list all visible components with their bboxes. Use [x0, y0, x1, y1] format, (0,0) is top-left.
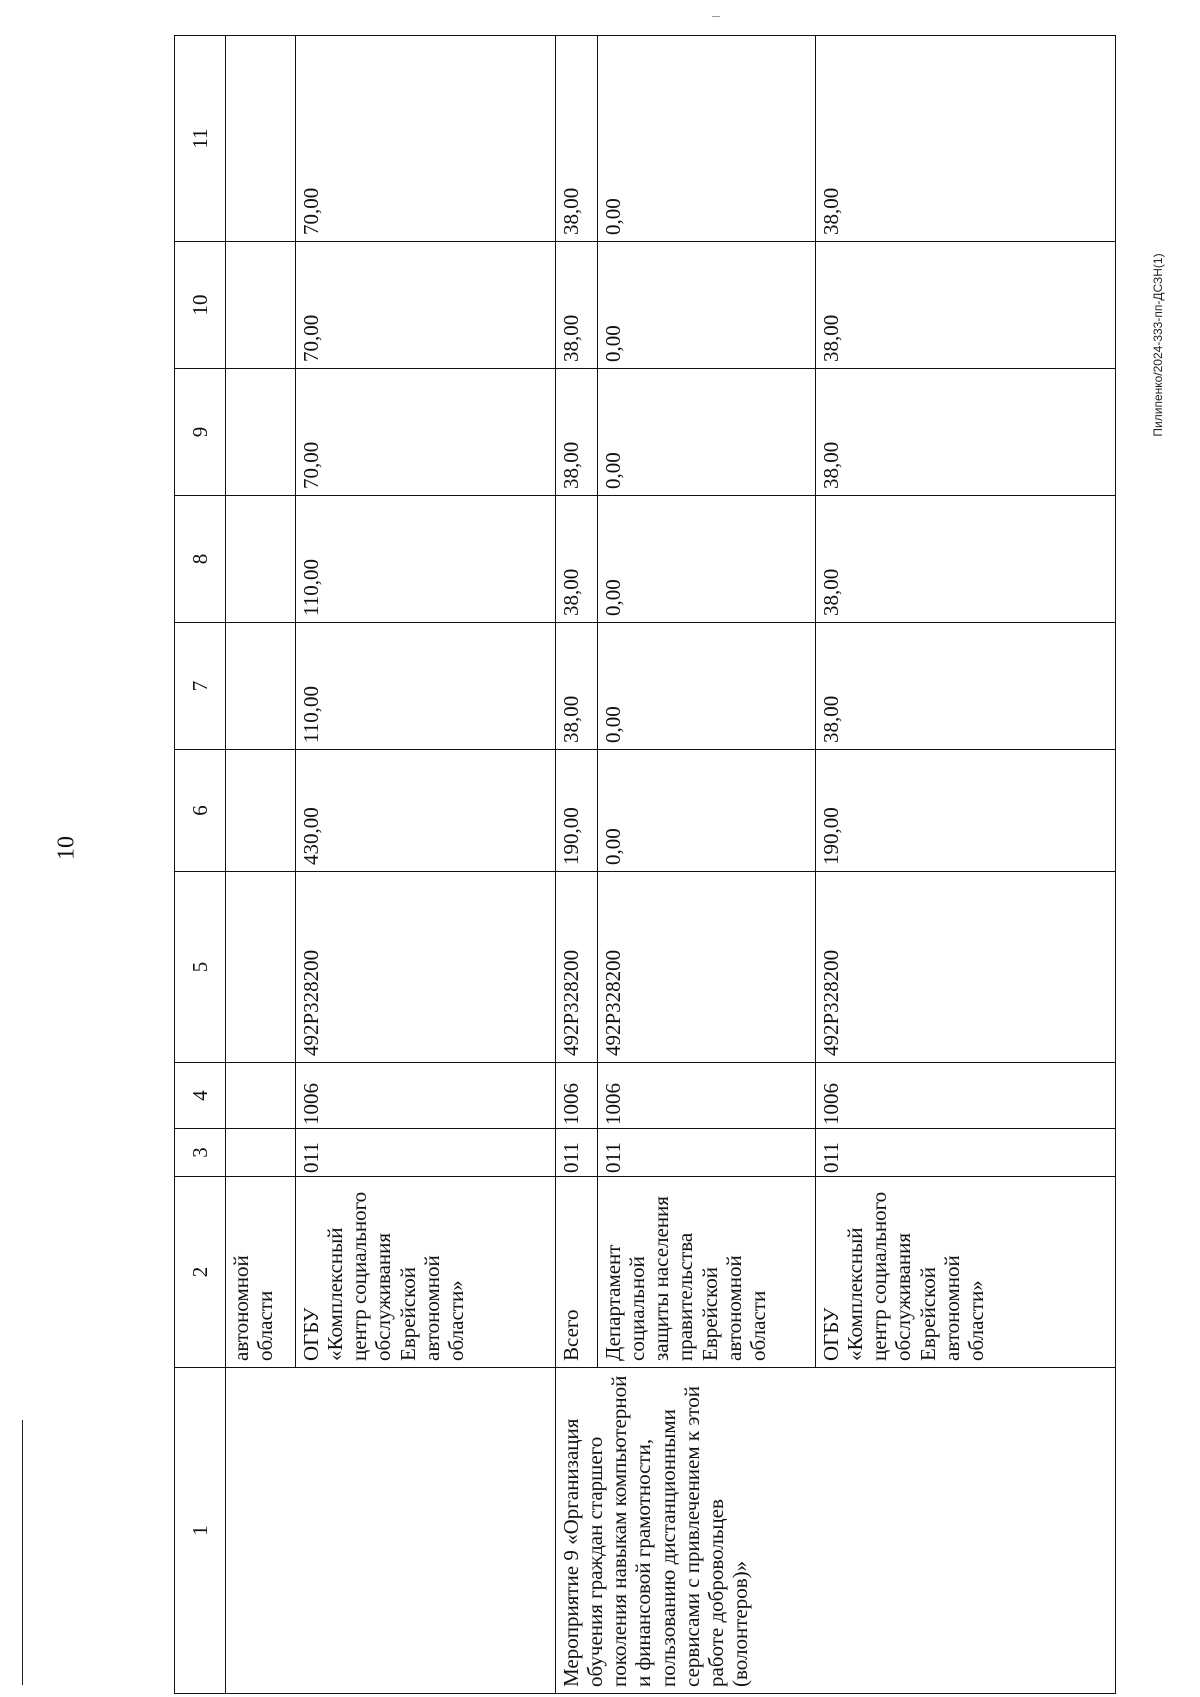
cell-year-10: 38,00 [556, 242, 598, 369]
cell-code-target: 492Р328200 [598, 872, 816, 1063]
cell-executor: автономной области [226, 1177, 296, 1368]
col-header-2: 2 [175, 1177, 226, 1368]
cell-executor: ОГБУ «Комплексный центр социального обслуживания Еврейской автономной области» [816, 1177, 1116, 1368]
cell-total: 190,00 [816, 750, 1116, 872]
cell-year-8: 38,00 [816, 496, 1116, 623]
cell-executor: ОГБУ «Комплексный центр социального обслуживания Еврейской автономной области» [296, 1177, 556, 1368]
cell-year-11 [226, 36, 296, 242]
cell-code-grbs [226, 1129, 296, 1177]
cell-year-10: 38,00 [816, 242, 1116, 369]
cell-year-7: 110,00 [296, 623, 556, 750]
cell-year-8: 0,00 [598, 496, 816, 623]
cell-year-10: 70,00 [296, 242, 556, 369]
col-header-8: 8 [175, 496, 226, 623]
cell-code-section: 1006 [816, 1063, 1116, 1129]
cell-year-9: 38,00 [816, 369, 1116, 496]
cell-year-7: 0,00 [598, 623, 816, 750]
cell-year-7: 38,00 [556, 623, 598, 750]
cell-year-11: 38,00 [816, 36, 1116, 242]
cell-measure-name: Мероприятие 9 «Организация обучения граждан старшего поколения навыкам компьютерной и финансовой грамотности, пользованию дистанционными сервисами с привлечением к этой работе добровольцев (волонтеров)» [556, 1368, 1116, 1694]
table-row [226, 36, 296, 1694]
cell-code-grbs: 011 [296, 1129, 556, 1177]
cell-code-section: 1006 [598, 1063, 816, 1129]
col-header-5: 5 [175, 872, 226, 1063]
cell-year-11: 70,00 [296, 36, 556, 242]
cell-total: 190,00 [556, 750, 598, 872]
cell-code-section: 1006 [296, 1063, 556, 1129]
col-header-6: 6 [175, 750, 226, 872]
page-number: 10 [53, 836, 80, 860]
cell-code-grbs: 011 [598, 1129, 816, 1177]
cell-code-grbs: 011 [816, 1129, 1116, 1177]
col-header-11: 11 [175, 36, 226, 242]
col-header-4: 4 [175, 1063, 226, 1129]
cell-year-11: 38,00 [556, 36, 598, 242]
table-row [556, 36, 598, 1694]
cell-code-target: 492Р328200 [296, 872, 556, 1063]
cell-total [226, 750, 296, 872]
col-header-10: 10 [175, 242, 226, 369]
header-row [175, 36, 226, 1694]
margin-line [22, 1420, 23, 1685]
cell-year-8: 38,00 [556, 496, 598, 623]
cell-measure-continued [226, 1368, 556, 1694]
cell-code-grbs: 011 [556, 1129, 598, 1177]
cell-code-section [226, 1063, 296, 1129]
col-header-7: 7 [175, 623, 226, 750]
cell-year-10: 0,00 [598, 242, 816, 369]
cell-year-9 [226, 369, 296, 496]
scan-speck [712, 16, 720, 17]
cell-year-9: 38,00 [556, 369, 598, 496]
cell-total: 430,00 [296, 750, 556, 872]
col-header-3: 3 [175, 1129, 226, 1177]
cell-executor: Департамент социальной защиты населения правительства Еврейской автономной области [598, 1177, 816, 1368]
cell-code-target [226, 872, 296, 1063]
cell-code-section: 1006 [556, 1063, 598, 1129]
budget-table-container [174, 36, 1116, 1694]
budget-table [174, 35, 1116, 1694]
cell-executor: Всего [556, 1177, 598, 1368]
document-id: Пилипенко/2024-333-пп-ДСЗН(1) [1151, 253, 1165, 437]
cell-year-8: 110,00 [296, 496, 556, 623]
cell-year-7 [226, 623, 296, 750]
cell-year-9: 0,00 [598, 369, 816, 496]
cell-year-11: 0,00 [598, 36, 816, 242]
cell-year-10 [226, 242, 296, 369]
col-header-1: 1 [175, 1368, 226, 1694]
col-header-9: 9 [175, 369, 226, 496]
cell-total: 0,00 [598, 750, 816, 872]
cell-year-7: 38,00 [816, 623, 1116, 750]
cell-code-target: 492Р328200 [556, 872, 598, 1063]
cell-code-target: 492Р328200 [816, 872, 1116, 1063]
cell-year-9: 70,00 [296, 369, 556, 496]
cell-year-8 [226, 496, 296, 623]
